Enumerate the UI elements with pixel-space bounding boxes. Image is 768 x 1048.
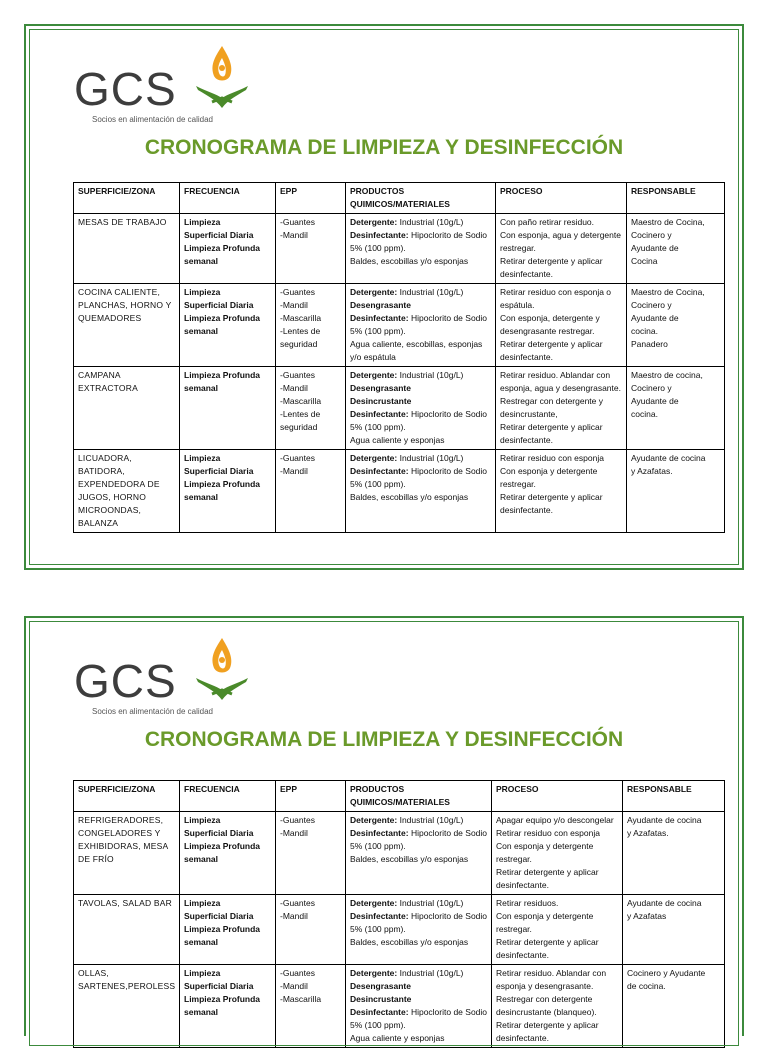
ppe-cell	[276, 367, 346, 450]
products-cell	[346, 367, 496, 450]
ppe-line: -Mascarilla	[280, 994, 322, 1004]
frequency-line: Superficial Diaria	[184, 300, 254, 310]
product-label: Detergente:	[350, 815, 398, 825]
process-cell	[492, 895, 623, 965]
product-label: Desengrasante	[350, 300, 411, 310]
product-text: Industrial (10g/L)	[397, 287, 464, 297]
product-line	[350, 827, 487, 853]
zone-cell	[74, 812, 180, 895]
product-line	[350, 1006, 487, 1032]
table-row	[74, 367, 725, 450]
product-label: Detergente:	[350, 453, 398, 463]
product-text: Industrial (10g/L)	[397, 453, 464, 463]
product-text: Industrial (10g/L)	[397, 898, 464, 908]
zone-line: BALANZA	[78, 518, 119, 528]
ppe-cell	[276, 812, 346, 895]
frequency-line: Limpieza Profunda	[184, 924, 261, 934]
responsible-line: Ayudante de	[631, 396, 679, 406]
process-line: Con esponja y detergente restregar.	[496, 841, 594, 864]
schedule-sheet	[24, 616, 744, 1043]
product-text: Industrial (10g/L)	[397, 968, 464, 978]
process-line: Con esponja, agua y detergente restregar.	[500, 230, 621, 253]
table-row	[74, 895, 725, 965]
product-line	[350, 980, 487, 993]
frequency-line: Limpieza	[184, 968, 221, 978]
product-text: Industrial (10g/L)	[397, 217, 464, 227]
table-header-row	[74, 183, 725, 214]
column-header: EPP	[276, 183, 346, 214]
frequency-line: Superficial Diaria	[184, 981, 254, 991]
frequency-cell	[180, 812, 276, 895]
process-line: Retirar detergente y aplicar desinfectante.	[496, 867, 599, 890]
zone-line: OLLAS,	[78, 968, 109, 978]
responsible-line: cocina.	[631, 409, 658, 419]
frequency-line: Limpieza	[184, 898, 221, 908]
product-line	[350, 229, 491, 255]
process-line: Retirar detergente y aplicar desinfectante.	[500, 339, 603, 362]
product-text: Hipoclorito de Sodio 5% (100 ppm).	[350, 313, 488, 336]
column-header: EPP	[276, 781, 346, 812]
frequency-line: Limpieza	[184, 815, 221, 825]
responsible-line: Cocinero y	[631, 300, 672, 310]
zone-line: SARTENES,PEROLESS	[78, 981, 176, 991]
product-label: Desinfectante:	[350, 828, 409, 838]
responsible-line: Maestro de cocina,	[631, 370, 703, 380]
process-line: Retirar residuos.	[496, 898, 559, 908]
frequency-line: Limpieza Profunda	[184, 370, 261, 380]
ppe-cell	[276, 214, 346, 284]
product-label: Desincrustante	[350, 994, 412, 1004]
product-line	[350, 853, 487, 866]
process-line: Retirar residuo. Ablandar con esponja y desengrasante.	[496, 968, 607, 991]
frequency-line: Superficial Diaria	[184, 466, 254, 476]
responsible-line: y Azafatas.	[631, 466, 673, 476]
responsible-line: cocina.	[631, 326, 658, 336]
product-line	[350, 452, 491, 465]
product-text: Baldes, escobillas y/o esponjas	[350, 854, 469, 864]
frequency-line: semanal	[184, 1007, 219, 1017]
product-line	[350, 312, 491, 338]
frequency-line: Limpieza Profunda	[184, 841, 261, 851]
zone-line: CAMPANA	[78, 370, 121, 380]
product-label: Detergente:	[350, 968, 398, 978]
zone-line: EXHIBIDORAS, MESA	[78, 841, 169, 851]
responsible-line: y Azafatas.	[627, 828, 669, 838]
table-row	[74, 450, 725, 533]
ppe-cell	[276, 895, 346, 965]
responsible-line: Maestro de Cocina,	[631, 217, 705, 227]
responsible-cell	[623, 812, 725, 895]
zone-line: JUGOS, HORNO	[78, 492, 147, 502]
product-line	[350, 286, 491, 299]
frequency-cell	[180, 450, 276, 533]
product-line	[350, 491, 491, 504]
product-line	[350, 814, 487, 827]
process-cell	[496, 450, 627, 533]
ppe-line: -Guantes	[280, 968, 315, 978]
responsible-cell	[623, 965, 725, 1048]
product-line	[350, 936, 487, 949]
zone-line: EXPENDEDORA DE	[78, 479, 160, 489]
process-line: Con esponja y detergente restregar.	[496, 911, 594, 934]
product-label: Desinfectante:	[350, 313, 409, 323]
products-cell	[346, 965, 492, 1048]
frequency-line: Limpieza Profunda	[184, 243, 261, 253]
product-label: Desengrasante	[350, 981, 411, 991]
product-line	[350, 299, 491, 312]
product-line	[350, 993, 487, 1006]
responsible-line: Cocinero y Ayudante	[627, 968, 706, 978]
ppe-line: -Mandil	[280, 230, 308, 240]
product-line	[350, 465, 491, 491]
responsible-line: Cocinero y	[631, 383, 672, 393]
process-line: Restregar con detergente desincrustante (blanqueo).	[496, 994, 597, 1017]
frequency-line: Limpieza Profunda	[184, 994, 261, 1004]
product-text: Hipoclorito de Sodio 5% (100 ppm).	[350, 911, 488, 934]
zone-line: DE FRÍO	[78, 854, 114, 864]
zone-cell	[74, 367, 180, 450]
responsible-line: de cocina.	[627, 981, 666, 991]
product-label: Desengrasante	[350, 383, 411, 393]
frequency-line: Superficial Diaria	[184, 828, 254, 838]
column-header: SUPERFICIE/ZONA	[74, 183, 180, 214]
frequency-cell	[180, 965, 276, 1048]
table-header-row	[74, 781, 725, 812]
ppe-line: seguridad	[280, 422, 318, 432]
frequency-line: Limpieza Profunda	[184, 313, 261, 323]
schedule-sheet	[24, 24, 744, 570]
ppe-line: -Mandil	[280, 300, 308, 310]
company-logo	[74, 634, 254, 724]
product-text: Hipoclorito de Sodio 5% (100 ppm).	[350, 466, 488, 489]
logo-wordmark: GCS	[74, 63, 177, 115]
product-line	[350, 408, 491, 434]
column-header: PRODUCTOS QUIMICOS/MATERIALES	[346, 183, 496, 214]
ppe-line: -Mandil	[280, 466, 308, 476]
product-label: Detergente:	[350, 217, 398, 227]
column-header: RESPONSABLE	[627, 183, 725, 214]
frequency-cell	[180, 895, 276, 965]
table-row	[74, 812, 725, 895]
responsible-line: Ayudante de cocina	[627, 815, 702, 825]
table-row	[74, 965, 725, 1048]
process-line: Retirar detergente y aplicar desinfectante.	[500, 422, 603, 445]
products-cell	[346, 812, 492, 895]
process-line: Retirar detergente y aplicar desinfectante.	[496, 1020, 599, 1043]
responsible-line: Ayudante de	[631, 243, 679, 253]
responsible-cell	[627, 450, 725, 533]
zone-line: MESAS DE TRABAJO	[78, 217, 167, 227]
logo-wordmark: GCS	[74, 655, 177, 707]
flame-figure-icon	[192, 42, 252, 112]
product-line	[350, 910, 487, 936]
frequency-line: semanal	[184, 256, 219, 266]
product-line	[350, 967, 487, 980]
product-label: Desinfectante:	[350, 466, 409, 476]
ppe-line: -Mascarilla	[280, 396, 322, 406]
product-line	[350, 395, 491, 408]
process-line: Con esponja y detergente restregar.	[500, 466, 598, 489]
process-cell	[496, 214, 627, 284]
zone-line: REFRIGERADORES,	[78, 815, 164, 825]
responsible-line: Cocina	[631, 256, 658, 266]
ppe-line: -Mandil	[280, 828, 308, 838]
frequency-cell	[180, 214, 276, 284]
product-label: Desinfectante:	[350, 230, 409, 240]
ppe-line: -Guantes	[280, 453, 315, 463]
column-header: FRECUENCIA	[180, 781, 276, 812]
product-label: Desinfectante:	[350, 1007, 409, 1017]
product-text: Baldes, escobillas y/o esponjas	[350, 937, 469, 947]
zone-line: MICROONDAS,	[78, 505, 142, 515]
responsible-line: Ayudante de cocina	[631, 453, 706, 463]
product-text: Industrial (10g/L)	[397, 370, 464, 380]
responsible-cell	[627, 284, 725, 367]
product-line	[350, 382, 491, 395]
frequency-cell	[180, 284, 276, 367]
process-line: Con paño retirar residuo.	[500, 217, 595, 227]
ppe-cell	[276, 450, 346, 533]
frequency-line: Superficial Diaria	[184, 230, 254, 240]
process-line: Apagar equipo y/o descongelar	[496, 815, 614, 825]
product-text: Industrial (10g/L)	[397, 815, 464, 825]
responsible-line: y Azafatas	[627, 911, 667, 921]
frequency-line: Limpieza	[184, 453, 221, 463]
products-cell	[346, 284, 496, 367]
products-cell	[346, 895, 492, 965]
process-cell	[492, 812, 623, 895]
zone-line: COCINA CALIENTE,	[78, 287, 161, 297]
product-text: Hipoclorito de Sodio 5% (100 ppm).	[350, 409, 488, 432]
product-label: Desincrustante	[350, 396, 412, 406]
process-cell	[496, 284, 627, 367]
cleaning-schedule-table	[73, 182, 725, 533]
process-line: Con esponja, detergente y desengrasante restregar.	[500, 313, 600, 336]
product-text: Hipoclorito de Sodio 5% (100 ppm).	[350, 828, 488, 851]
product-text: Hipoclorito de Sodio 5% (100 ppm).	[350, 230, 488, 253]
product-text: Baldes, escobillas y/o esponjas	[350, 492, 469, 502]
process-line: Retirar residuo con esponja o espátula.	[500, 287, 612, 310]
ppe-cell	[276, 284, 346, 367]
frequency-line: semanal	[184, 937, 219, 947]
logo-tagline: Socios en alimentación de calidad	[92, 707, 213, 716]
column-header: SUPERFICIE/ZONA	[74, 781, 180, 812]
ppe-line: -Guantes	[280, 815, 315, 825]
responsible-line: Cocinero y	[631, 230, 672, 240]
ppe-line: -Guantes	[280, 217, 315, 227]
ppe-line: -Guantes	[280, 287, 315, 297]
cleaning-schedule-table	[73, 780, 725, 1048]
products-cell	[346, 214, 496, 284]
logo-tagline: Socios en alimentación de calidad	[92, 115, 213, 124]
ppe-line: -Lentes de	[280, 326, 321, 336]
frequency-line: semanal	[184, 383, 219, 393]
column-header: FRECUENCIA	[180, 183, 276, 214]
frequency-line: Limpieza	[184, 217, 221, 227]
responsible-line: Ayudante de cocina	[627, 898, 702, 908]
product-line	[350, 216, 491, 229]
process-cell	[492, 965, 623, 1048]
frequency-line: semanal	[184, 492, 219, 502]
column-header: RESPONSABLE	[623, 781, 725, 812]
responsible-line: Panadero	[631, 339, 668, 349]
product-label: Desinfectante:	[350, 409, 409, 419]
ppe-line: -Guantes	[280, 370, 315, 380]
process-line: Restregar con detergente y desincrustante,	[500, 396, 604, 419]
process-line: Retirar detergente y aplicar desinfectante.	[500, 492, 603, 515]
frequency-line: semanal	[184, 326, 219, 336]
zone-line: EXTRACTORA	[78, 383, 138, 393]
responsible-cell	[627, 214, 725, 284]
zone-cell	[74, 284, 180, 367]
product-label: Desinfectante:	[350, 911, 409, 921]
ppe-cell	[276, 965, 346, 1048]
ppe-line: -Lentes de	[280, 409, 321, 419]
product-text: Baldes, escobillas y/o esponjas	[350, 256, 469, 266]
frequency-line: Limpieza	[184, 287, 221, 297]
zone-line: BATIDORA,	[78, 466, 125, 476]
product-text: Hipoclorito de Sodio 5% (100 ppm).	[350, 1007, 488, 1030]
table-row	[74, 284, 725, 367]
zone-line: CONGELADORES Y	[78, 828, 161, 838]
process-line: Retirar residuo. Ablandar con esponja, agua y desengrasante.	[500, 370, 621, 393]
zone-cell	[74, 965, 180, 1048]
product-line	[350, 897, 487, 910]
column-header: PROCESO	[492, 781, 623, 812]
frequency-line: Limpieza Profunda	[184, 479, 261, 489]
zone-cell	[74, 214, 180, 284]
process-line: Retirar detergente y aplicar desinfectante.	[496, 937, 599, 960]
frequency-line: Superficial Diaria	[184, 911, 254, 921]
responsible-cell	[627, 367, 725, 450]
responsible-line: Ayudante de	[631, 313, 679, 323]
process-cell	[496, 367, 627, 450]
product-label: Detergente:	[350, 370, 398, 380]
product-line	[350, 1032, 487, 1045]
page-title: CRONOGRAMA DE LIMPIEZA Y DESINFECCIÓN	[144, 136, 624, 159]
zone-line: TAVOLAS, SALAD BAR	[78, 898, 172, 908]
process-line: Retirar detergente y aplicar desinfectante.	[500, 256, 603, 279]
product-label: Detergente:	[350, 898, 398, 908]
page-title: CRONOGRAMA DE LIMPIEZA Y DESINFECCIÓN	[144, 728, 624, 751]
ppe-line: -Guantes	[280, 898, 315, 908]
flame-figure-icon	[192, 634, 252, 704]
product-line	[350, 369, 491, 382]
zone-line: QUEMADORES	[78, 313, 142, 323]
product-text: Agua caliente, escobillas, esponjas y/o espátula	[350, 339, 483, 362]
products-cell	[346, 450, 496, 533]
product-line	[350, 434, 491, 447]
process-line: Retirar residuo con esponja	[500, 453, 604, 463]
product-text: Agua caliente y esponjas	[350, 1033, 445, 1043]
frequency-cell	[180, 367, 276, 450]
table-row	[74, 214, 725, 284]
ppe-line: seguridad	[280, 339, 318, 349]
responsible-cell	[623, 895, 725, 965]
responsible-line: Maestro de Cocina,	[631, 287, 705, 297]
zone-line: LICUADORA,	[78, 453, 132, 463]
ppe-line: -Mandil	[280, 911, 308, 921]
product-label: Detergente:	[350, 287, 398, 297]
column-header: PRODUCTOS QUIMICOS/MATERIALES	[346, 781, 492, 812]
product-line	[350, 338, 491, 364]
ppe-line: -Mascarilla	[280, 313, 322, 323]
ppe-line: -Mandil	[280, 383, 308, 393]
ppe-line: -Mandil	[280, 981, 308, 991]
zone-line: PLANCHAS, HORNO Y	[78, 300, 172, 310]
company-logo	[74, 42, 254, 132]
product-line	[350, 255, 491, 268]
frequency-line: semanal	[184, 854, 219, 864]
column-header: PROCESO	[496, 183, 627, 214]
process-line: Retirar residuo con esponja	[496, 828, 600, 838]
zone-cell	[74, 895, 180, 965]
product-text: Agua caliente y esponjas	[350, 435, 445, 445]
zone-cell	[74, 450, 180, 533]
